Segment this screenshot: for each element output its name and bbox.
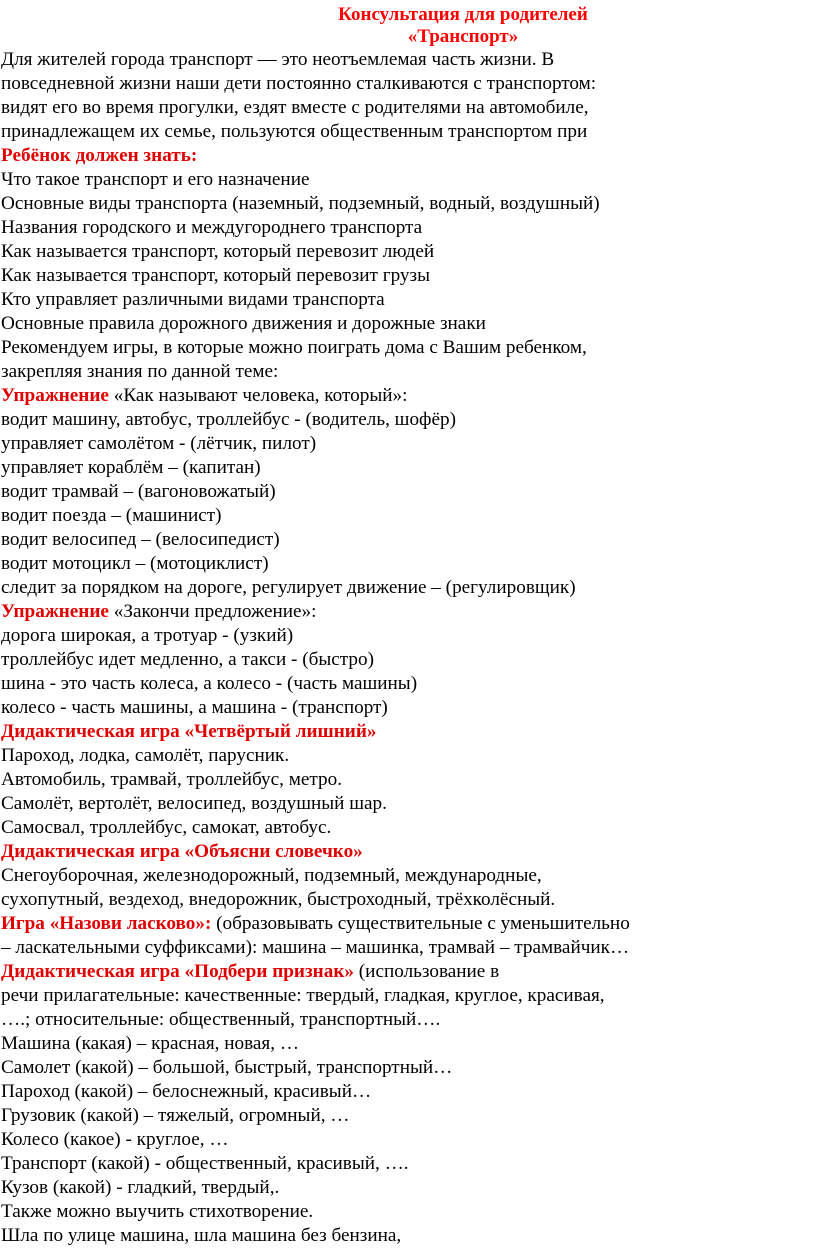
list-item: водит поезда – (машинист) bbox=[1, 505, 222, 526]
game-4-section bbox=[0, 960, 816, 1248]
list-item: Грузовик (какой) – тяжелый, огромный, … bbox=[1, 1105, 350, 1126]
list-item: Колесо (какое) - круглое, … bbox=[1, 1129, 229, 1150]
list-item: Самолет (какой) – большой, быстрый, транспортный… bbox=[1, 1057, 453, 1078]
text-line: Для жителей города транспорт — это неотъемлемая часть жизни. В bbox=[1, 49, 555, 70]
list-item: Также можно выучить стихотворение. bbox=[1, 1201, 314, 1222]
list-item: дорога широкая, а тротуар - (узкий) bbox=[1, 625, 294, 646]
list-item: Пароход (какой) – белоснежный, красивый… bbox=[1, 1081, 372, 1102]
game-description: (использование в bbox=[353, 961, 500, 982]
exercise-label: Упражнение bbox=[1, 601, 109, 622]
game-heading-line bbox=[0, 960, 816, 984]
list-item: троллейбус идет медленно, а такси - (быстро) bbox=[1, 649, 374, 670]
game-heading-line bbox=[0, 912, 816, 936]
list-item: водит велосипед – (велосипедист) bbox=[1, 529, 280, 550]
game-1-section bbox=[0, 720, 816, 840]
list-item: Названия городского и междугороднего транспорта bbox=[1, 217, 423, 238]
list-item: Самолёт, вертолёт, велосипед, воздушный шар. bbox=[1, 793, 387, 814]
list-item: водит машину, автобус, троллейбус - (водитель, шофёр) bbox=[1, 409, 456, 430]
title-line-1: Консультация для родителей bbox=[338, 4, 588, 25]
game-heading: Дидактическая игра «Подбери признак» bbox=[1, 961, 354, 982]
list-item: Основные правила дорожного движения и дорожные знаки bbox=[1, 313, 486, 334]
exercise-heading bbox=[0, 600, 816, 624]
list-item: речи прилагательные: качественные: твердый, гладкая, круглое, красивая, bbox=[1, 985, 605, 1006]
list-item: Машина (какая) – красная, новая, … bbox=[1, 1033, 300, 1054]
list-item: колесо - часть машины, а машина - (транспорт) bbox=[1, 697, 388, 718]
list-item: сухопутный, вездеход, внедорожник, быстроходный, трёхколёсный. bbox=[1, 889, 556, 910]
list-item: управляет самолётом - (лётчик, пилот) bbox=[1, 433, 317, 454]
exercise-1-section bbox=[0, 384, 816, 600]
exercise-label: Упражнение bbox=[1, 385, 109, 406]
game-heading: Дидактическая игра «Объясни словечко» bbox=[1, 841, 363, 862]
list-item: Транспорт (какой) - общественный, красивый, …. bbox=[1, 1153, 409, 1174]
list-item: Как называется транспорт, который перевозит грузы bbox=[1, 265, 430, 286]
list-item: управляет кораблём – (капитан) bbox=[1, 457, 261, 478]
list-item: Кто управляет различными видами транспорта bbox=[1, 289, 385, 310]
list-item: водит трамвай – (вагоновожатый) bbox=[1, 481, 276, 502]
exercise-heading bbox=[0, 384, 816, 408]
text-line: – ласкательными суффиксами): машина – машинка, трамвай – трамвайчик… bbox=[1, 937, 630, 958]
list-item: ….; относительные: общественный, транспортный…. bbox=[1, 1009, 441, 1030]
list-item: Снегоуборочная, железнодорожный, подземный, международные, bbox=[1, 865, 542, 886]
list-item: закрепляя знания по данной теме: bbox=[1, 361, 279, 382]
exercise-title: «Как называют человека, который»: bbox=[108, 385, 408, 406]
intro-paragraph bbox=[0, 48, 816, 144]
list-item: Кузов (какой) - гладкий, твердый,. bbox=[1, 1177, 280, 1198]
game-description: (образовывать существительные с уменьшительно bbox=[211, 913, 630, 934]
exercise-title: «Закончи предложение»: bbox=[108, 601, 317, 622]
child-must-know-section bbox=[0, 144, 816, 384]
section-heading: Ребёнок должен знать: bbox=[1, 145, 198, 166]
game-heading: Дидактическая игра «Четвёртый лишний» bbox=[1, 721, 377, 742]
document-title bbox=[110, 4, 816, 48]
title-line-2: «Транспорт» bbox=[407, 26, 519, 47]
text-line: повседневной жизни наши дети постоянно сталкиваются с транспортом: bbox=[1, 73, 597, 94]
list-item: Пароход, лодка, самолёт, парусник. bbox=[1, 745, 290, 766]
list-item: водит мотоцикл – (мотоциклист) bbox=[1, 553, 269, 574]
game-2-section bbox=[0, 840, 816, 912]
game-3-section bbox=[0, 912, 816, 960]
list-item: шина - это часть колеса, а колесо - (часть машины) bbox=[1, 673, 418, 694]
list-item: Основные виды транспорта (наземный, подземный, водный, воздушный) bbox=[1, 193, 600, 214]
text-line: видят его во время прогулки, ездят вместе с родителями на автомобиле, bbox=[1, 97, 589, 118]
list-item: Шла по улице машина, шла машина без бензина, bbox=[1, 1225, 402, 1246]
exercise-2-section bbox=[0, 600, 816, 720]
list-item: Автомобиль, трамвай, троллейбус, метро. bbox=[1, 769, 343, 790]
list-item: Что такое транспорт и его назначение bbox=[1, 169, 310, 190]
list-item: Рекомендуем игры, в которые можно поиграть дома с Вашим ребенком, bbox=[1, 337, 587, 358]
text-line: принадлежащем их семье, пользуются общественным транспортом при bbox=[1, 121, 588, 142]
game-heading: Игра «Назови ласково»: bbox=[1, 913, 212, 934]
list-item: следит за порядком на дороге, регулирует движение – (регулировщик) bbox=[1, 577, 576, 598]
list-item: Как называется транспорт, который перевозит людей bbox=[1, 241, 435, 262]
document-page bbox=[0, 4, 816, 1248]
list-item: Самосвал, троллейбус, самокат, автобус. bbox=[1, 817, 332, 838]
